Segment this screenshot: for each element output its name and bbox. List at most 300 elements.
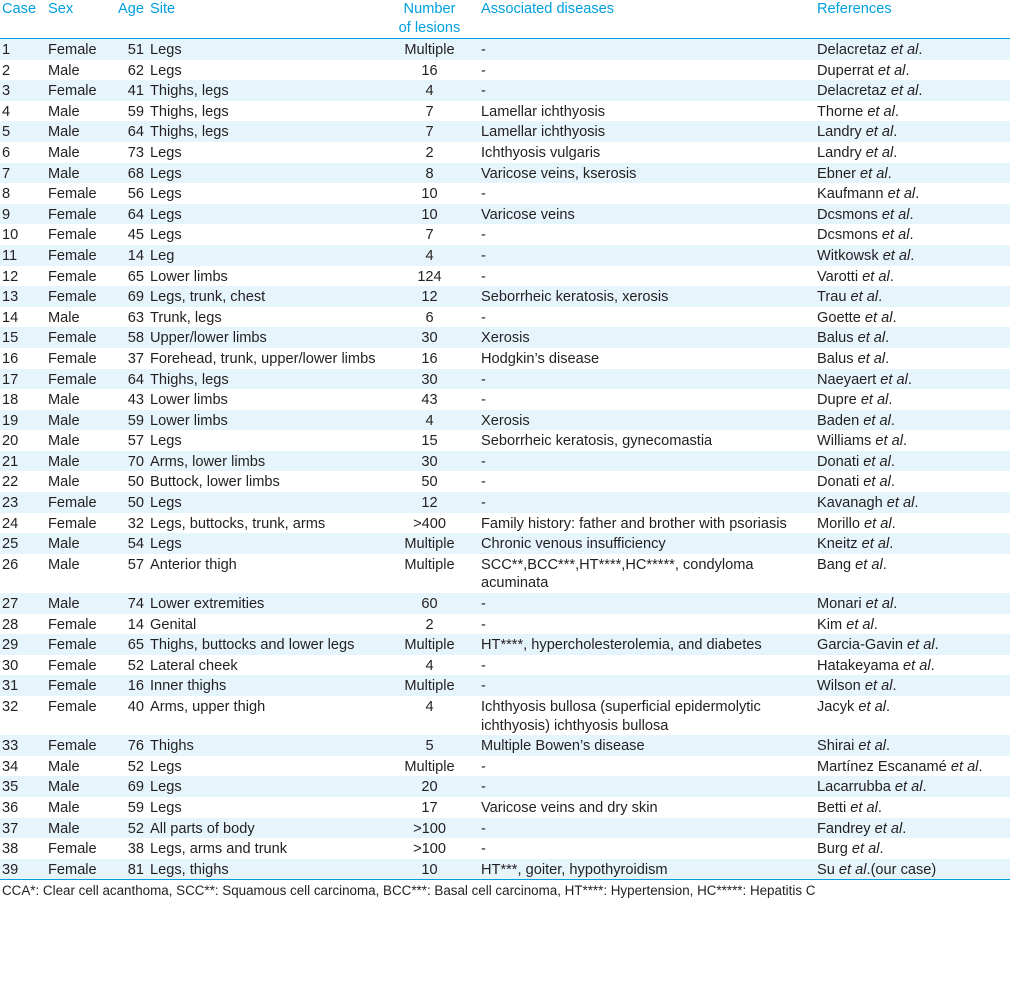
reference-et-al: et al bbox=[865, 124, 894, 141]
reference-suffix: . bbox=[879, 841, 884, 858]
reference-et-al: et al bbox=[851, 841, 880, 858]
cell-lesions: 5 bbox=[378, 735, 479, 756]
cell-lesions: 30 bbox=[378, 327, 479, 348]
cell-diseases: - bbox=[479, 183, 815, 204]
cell-sex: Male bbox=[46, 389, 104, 410]
cell-case: 13 bbox=[0, 286, 46, 307]
cell-lesions: 15 bbox=[378, 430, 479, 451]
cell-age: 59 bbox=[104, 410, 148, 431]
cell-reference bbox=[815, 60, 1010, 81]
reference-suffix: . bbox=[910, 247, 915, 264]
cell-diseases: Varicose veins bbox=[479, 204, 815, 225]
reference-author: Williams bbox=[817, 433, 872, 450]
cell-site: Lower extremities bbox=[148, 593, 378, 614]
cell-lesions: >400 bbox=[378, 513, 479, 534]
cell-lesions: Multiple bbox=[378, 39, 479, 60]
reference-author: Morillo bbox=[817, 515, 860, 532]
cell-site: Legs, buttocks, trunk, arms bbox=[148, 513, 378, 534]
reference-author: Betti bbox=[817, 799, 847, 816]
cell-case: 31 bbox=[0, 675, 46, 696]
cell-site: Thighs, buttocks and lower legs bbox=[148, 634, 378, 655]
reference-suffix: . bbox=[918, 42, 923, 58]
reference-author: Varotti bbox=[817, 268, 859, 285]
cell-sex: Female bbox=[46, 838, 104, 859]
cell-reference bbox=[815, 245, 1010, 266]
cell-site: Genital bbox=[148, 614, 378, 635]
cell-case: 1 bbox=[0, 39, 46, 60]
cell-case: 11 bbox=[0, 245, 46, 266]
reference-suffix: . bbox=[889, 536, 894, 553]
reference-suffix: .(our case) bbox=[866, 861, 937, 878]
reference-et-al: et al bbox=[865, 144, 894, 161]
cell-lesions: 12 bbox=[378, 492, 479, 513]
cell-sex: Female bbox=[46, 696, 104, 735]
cell-site: Thighs, legs bbox=[148, 80, 378, 101]
table-row bbox=[0, 101, 1010, 122]
table-row bbox=[0, 327, 1010, 348]
reference-author: Donati bbox=[817, 474, 860, 491]
reference-et-al: et al bbox=[857, 350, 886, 367]
cell-reference bbox=[815, 410, 1010, 431]
cell-sex: Male bbox=[46, 430, 104, 451]
table-row bbox=[0, 634, 1010, 655]
cell-diseases: Xerosis bbox=[479, 410, 815, 431]
cell-case: 33 bbox=[0, 735, 46, 756]
cell-reference bbox=[815, 634, 1010, 655]
reference-et-al: et al bbox=[903, 657, 931, 674]
table-row bbox=[0, 818, 1010, 839]
reference-author: Monari bbox=[817, 596, 862, 613]
reference-author: Bang bbox=[817, 556, 852, 573]
reference-author: Jacyk bbox=[817, 699, 855, 715]
cell-case: 25 bbox=[0, 533, 46, 554]
reference-et-al: et al bbox=[886, 495, 915, 512]
table-footnote: CCA*: Clear cell acanthoma, SCC**: Squamous cell carcinoma, BCC***: Basal cell carcinoma, HT****: Hypertension, HC*****: Hepatitis C bbox=[2, 883, 816, 899]
table-row bbox=[0, 142, 1010, 163]
reference-author: Witkowsk bbox=[817, 247, 879, 264]
cell-sex: Female bbox=[46, 245, 104, 266]
reference-author: Lacarrubba bbox=[817, 779, 891, 796]
cell-case: 6 bbox=[0, 142, 46, 163]
cell-lesions: 10 bbox=[378, 204, 479, 225]
cell-diseases: - bbox=[479, 369, 815, 390]
cell-reference bbox=[815, 224, 1010, 245]
cell-diseases: Lamellar ichthyosis bbox=[479, 121, 815, 142]
cell-sex: Female bbox=[46, 266, 104, 287]
cell-site: Lower limbs bbox=[148, 266, 378, 287]
cell-diseases: - bbox=[479, 838, 815, 859]
table-row bbox=[0, 492, 1010, 513]
cell-reference bbox=[815, 696, 1010, 735]
cell-reference bbox=[815, 776, 1010, 797]
cell-reference bbox=[815, 369, 1010, 390]
cell-age: 14 bbox=[104, 614, 148, 635]
cell-site: Buttock, lower limbs bbox=[148, 471, 378, 492]
table-row bbox=[0, 756, 1010, 777]
reference-author: Dcsmons bbox=[817, 206, 878, 223]
reference-suffix: . bbox=[902, 820, 907, 837]
cell-lesions: 7 bbox=[378, 121, 479, 142]
reference-suffix: . bbox=[885, 330, 890, 347]
cell-diseases: - bbox=[479, 451, 815, 472]
reference-et-al: et al bbox=[857, 330, 886, 347]
cell-site: Inner thighs bbox=[148, 675, 378, 696]
cell-reference bbox=[815, 513, 1010, 534]
reference-suffix: . bbox=[885, 699, 891, 715]
cell-lesions: 2 bbox=[378, 614, 479, 635]
cell-site: Anterior thigh bbox=[148, 554, 378, 593]
cell-diseases: - bbox=[479, 224, 815, 245]
cell-diseases: - bbox=[479, 492, 815, 513]
cell-diseases: Hodgkin’s disease bbox=[479, 348, 815, 369]
cell-site: Lateral cheek bbox=[148, 655, 378, 676]
cell-age: 68 bbox=[104, 163, 148, 184]
table-row bbox=[0, 204, 1010, 225]
reference-author: Su bbox=[817, 861, 835, 878]
reference-suffix: . bbox=[878, 289, 883, 306]
cell-diseases: - bbox=[479, 818, 815, 839]
reference-suffix: . bbox=[892, 678, 897, 695]
reference-author: Thorne bbox=[817, 103, 864, 120]
cell-lesions: 2 bbox=[378, 142, 479, 163]
cell-lesions: 12 bbox=[378, 286, 479, 307]
table-row bbox=[0, 389, 1010, 410]
reference-et-al: et al bbox=[864, 309, 893, 326]
table-row bbox=[0, 163, 1010, 184]
cell-diseases: Seborrheic keratosis, xerosis bbox=[479, 286, 815, 307]
cell-site: Upper/lower limbs bbox=[148, 327, 378, 348]
cell-age: 52 bbox=[104, 756, 148, 777]
cell-diseases: Seborrheic keratosis, gynecomastia bbox=[479, 430, 815, 451]
reference-author: Kneitz bbox=[817, 536, 858, 553]
cell-lesions: 60 bbox=[378, 593, 479, 614]
cell-age: 50 bbox=[104, 492, 148, 513]
table-row bbox=[0, 224, 1010, 245]
cell-reference bbox=[815, 80, 1010, 101]
reference-author: Donati bbox=[817, 453, 860, 470]
table-row bbox=[0, 60, 1010, 81]
reference-suffix: . bbox=[882, 556, 887, 573]
table-row bbox=[0, 593, 1010, 614]
cell-case: 24 bbox=[0, 513, 46, 534]
cell-sex: Male bbox=[46, 307, 104, 328]
cell-lesions: 30 bbox=[378, 451, 479, 472]
reference-et-al: et al bbox=[863, 412, 891, 429]
cell-diseases: - bbox=[479, 593, 815, 614]
cell-site: Legs bbox=[148, 430, 378, 451]
cell-case: 19 bbox=[0, 410, 46, 431]
cell-site: Leg bbox=[148, 245, 378, 266]
cell-lesions: 4 bbox=[378, 245, 479, 266]
table-row bbox=[0, 286, 1010, 307]
reference-suffix: . bbox=[909, 206, 914, 223]
cell-age: 70 bbox=[104, 451, 148, 472]
reference-et-al: et al bbox=[862, 268, 890, 285]
cell-lesions: 7 bbox=[378, 224, 479, 245]
cell-diseases: - bbox=[479, 307, 815, 328]
cell-diseases: Multiple Bowen’s disease bbox=[479, 735, 815, 756]
table-row bbox=[0, 451, 1010, 472]
cell-age: 69 bbox=[104, 776, 148, 797]
header-references: References bbox=[815, 0, 1010, 39]
cell-age: 62 bbox=[104, 60, 148, 81]
cell-case: 38 bbox=[0, 838, 46, 859]
cell-age: 69 bbox=[104, 286, 148, 307]
cell-reference bbox=[815, 307, 1010, 328]
reference-author: Duperrat bbox=[817, 62, 874, 79]
cell-case: 10 bbox=[0, 224, 46, 245]
header-lesions-line1: Number bbox=[403, 1, 456, 17]
reference-et-al: et al bbox=[882, 247, 911, 264]
reference-suffix: . bbox=[891, 515, 896, 532]
cell-site: Arms, lower limbs bbox=[148, 451, 378, 472]
reference-author: Garcia-Gavin bbox=[817, 637, 903, 654]
cell-site: Legs, arms and trunk bbox=[148, 838, 378, 859]
cell-sex: Male bbox=[46, 797, 104, 818]
reference-author: Fandrey bbox=[817, 820, 871, 837]
cell-age: 64 bbox=[104, 204, 148, 225]
reference-suffix: . bbox=[915, 186, 920, 203]
reference-author: Landry bbox=[817, 144, 862, 161]
cell-reference bbox=[815, 756, 1010, 777]
cell-sex: Female bbox=[46, 348, 104, 369]
cell-age: 51 bbox=[104, 39, 148, 60]
cell-sex: Female bbox=[46, 369, 104, 390]
cell-age: 32 bbox=[104, 513, 148, 534]
table-header bbox=[0, 0, 1010, 39]
cell-lesions: 7 bbox=[378, 101, 479, 122]
reference-suffix: . bbox=[893, 124, 898, 141]
cell-age: 14 bbox=[104, 245, 148, 266]
cell-sex: Female bbox=[46, 513, 104, 534]
table-row bbox=[0, 776, 1010, 797]
cell-sex: Male bbox=[46, 471, 104, 492]
reference-author: Trau bbox=[817, 289, 847, 306]
cell-diseases: - bbox=[479, 756, 815, 777]
cell-site: Legs, thighs bbox=[148, 859, 378, 880]
cell-diseases: - bbox=[479, 675, 815, 696]
cell-age: 54 bbox=[104, 533, 148, 554]
cell-lesions: 6 bbox=[378, 307, 479, 328]
reference-et-al: et al bbox=[846, 616, 874, 633]
cell-lesions: 4 bbox=[378, 80, 479, 101]
cell-age: 37 bbox=[104, 348, 148, 369]
cell-age: 81 bbox=[104, 859, 148, 880]
cell-sex: Female bbox=[46, 735, 104, 756]
reference-et-al: et al bbox=[875, 433, 903, 450]
cell-diseases: Varicose veins, kserosis bbox=[479, 163, 815, 184]
reference-et-al: et al bbox=[863, 453, 891, 470]
reference-suffix: . bbox=[922, 779, 927, 796]
cell-diseases: - bbox=[479, 614, 815, 635]
reference-suffix: . bbox=[890, 474, 895, 491]
table-row bbox=[0, 675, 1010, 696]
header-diseases: Associated diseases bbox=[479, 0, 815, 39]
cell-sex: Male bbox=[46, 163, 104, 184]
reference-et-al: et al bbox=[861, 536, 890, 553]
cell-lesions: 4 bbox=[378, 655, 479, 676]
reference-suffix: . bbox=[909, 227, 914, 244]
cell-site: Thighs, legs bbox=[148, 101, 378, 122]
reference-author: Kaufmann bbox=[817, 186, 884, 203]
table-row bbox=[0, 348, 1010, 369]
cell-sex: Male bbox=[46, 101, 104, 122]
cell-lesions: Multiple bbox=[378, 634, 479, 655]
cell-reference bbox=[815, 266, 1010, 287]
header-site: Site bbox=[148, 0, 378, 39]
cell-sex: Male bbox=[46, 121, 104, 142]
cell-lesions: Multiple bbox=[378, 533, 479, 554]
cell-age: 76 bbox=[104, 735, 148, 756]
table-row bbox=[0, 369, 1010, 390]
cell-site: Legs bbox=[148, 756, 378, 777]
reference-et-al: et al bbox=[877, 62, 906, 79]
table-row bbox=[0, 859, 1010, 880]
cell-age: 40 bbox=[104, 696, 148, 735]
reference-et-al: et al bbox=[950, 758, 979, 775]
cell-reference bbox=[815, 327, 1010, 348]
cell-lesions: 10 bbox=[378, 859, 479, 880]
cell-lesions: Multiple bbox=[378, 756, 479, 777]
cell-case: 23 bbox=[0, 492, 46, 513]
cell-site: Lower limbs bbox=[148, 389, 378, 410]
cell-diseases: Varicose veins and dry skin bbox=[479, 797, 815, 818]
cell-age: 64 bbox=[104, 369, 148, 390]
cell-case: 3 bbox=[0, 80, 46, 101]
cell-reference bbox=[815, 614, 1010, 635]
cell-diseases: Lamellar ichthyosis bbox=[479, 101, 815, 122]
reference-suffix: . bbox=[887, 165, 892, 182]
cell-site: Legs bbox=[148, 224, 378, 245]
cell-reference bbox=[815, 451, 1010, 472]
reference-et-al: et al bbox=[838, 861, 867, 878]
cell-reference bbox=[815, 348, 1010, 369]
cell-case: 36 bbox=[0, 797, 46, 818]
cell-diseases: - bbox=[479, 245, 815, 266]
cell-sex: Male bbox=[46, 593, 104, 614]
cell-age: 45 bbox=[104, 224, 148, 245]
cell-reference bbox=[815, 735, 1010, 756]
reference-suffix: . bbox=[873, 616, 878, 633]
cell-sex: Male bbox=[46, 533, 104, 554]
table-row bbox=[0, 655, 1010, 676]
reference-suffix: . bbox=[890, 453, 895, 470]
cell-site: Legs bbox=[148, 183, 378, 204]
reference-et-al: et al bbox=[863, 474, 891, 491]
cell-reference bbox=[815, 593, 1010, 614]
cell-reference bbox=[815, 533, 1010, 554]
reference-et-al: et al bbox=[865, 596, 894, 613]
cell-site: Legs bbox=[148, 204, 378, 225]
reference-author: Dcsmons bbox=[817, 227, 878, 244]
cell-age: 64 bbox=[104, 121, 148, 142]
cell-case: 18 bbox=[0, 389, 46, 410]
reference-suffix: . bbox=[978, 758, 983, 775]
table-row bbox=[0, 245, 1010, 266]
reference-author: Dupre bbox=[817, 392, 857, 409]
cell-sex: Female bbox=[46, 39, 104, 60]
cell-site: Legs bbox=[148, 776, 378, 797]
cell-case: 37 bbox=[0, 818, 46, 839]
header-sex: Sex bbox=[46, 0, 104, 39]
table-row bbox=[0, 183, 1010, 204]
cell-case: 20 bbox=[0, 430, 46, 451]
reference-suffix: . bbox=[892, 309, 897, 326]
cell-lesions: Multiple bbox=[378, 675, 479, 696]
cell-case: 21 bbox=[0, 451, 46, 472]
header-case: Case bbox=[0, 0, 46, 39]
cell-lesions: 4 bbox=[378, 696, 479, 735]
table-row bbox=[0, 39, 1010, 60]
cell-reference bbox=[815, 471, 1010, 492]
reference-et-al: et al bbox=[864, 515, 892, 532]
cell-reference bbox=[815, 838, 1010, 859]
table-row bbox=[0, 554, 1010, 593]
cell-sex: Female bbox=[46, 224, 104, 245]
reference-author: Goette bbox=[817, 309, 861, 326]
cell-diseases: - bbox=[479, 60, 815, 81]
cell-sex: Male bbox=[46, 554, 104, 593]
cell-sex: Male bbox=[46, 776, 104, 797]
table-row bbox=[0, 533, 1010, 554]
table-row bbox=[0, 80, 1010, 101]
cell-case: 35 bbox=[0, 776, 46, 797]
cell-lesions: 8 bbox=[378, 163, 479, 184]
cell-lesions: 16 bbox=[378, 348, 479, 369]
cell-site: Lower limbs bbox=[148, 410, 378, 431]
cell-sex: Female bbox=[46, 675, 104, 696]
cell-case: 12 bbox=[0, 266, 46, 287]
cell-reference bbox=[815, 818, 1010, 839]
cell-age: 65 bbox=[104, 266, 148, 287]
cell-sex: Female bbox=[46, 204, 104, 225]
cell-reference bbox=[815, 492, 1010, 513]
reference-et-al: et al bbox=[890, 83, 919, 100]
cell-case: 15 bbox=[0, 327, 46, 348]
reference-et-al: et al bbox=[860, 165, 888, 182]
reference-suffix: . bbox=[877, 799, 882, 816]
cell-case: 30 bbox=[0, 655, 46, 676]
table-body bbox=[0, 39, 1010, 880]
cell-age: 73 bbox=[104, 142, 148, 163]
cell-lesions: >100 bbox=[378, 838, 479, 859]
cell-site: Legs bbox=[148, 533, 378, 554]
cell-case: 28 bbox=[0, 614, 46, 635]
reference-author: Burg bbox=[817, 841, 848, 858]
cell-sex: Male bbox=[46, 756, 104, 777]
cell-case: 7 bbox=[0, 163, 46, 184]
cell-diseases: Chronic venous insufficiency bbox=[479, 533, 815, 554]
cell-lesions: 17 bbox=[378, 797, 479, 818]
cell-lesions: 16 bbox=[378, 60, 479, 81]
reference-author: Wilson bbox=[817, 678, 861, 695]
cell-age: 57 bbox=[104, 554, 148, 593]
cell-age: 59 bbox=[104, 101, 148, 122]
reference-et-al: et al bbox=[850, 799, 878, 816]
reference-suffix: . bbox=[890, 412, 895, 429]
reference-author: Kim bbox=[817, 616, 843, 633]
cell-case: 39 bbox=[0, 859, 46, 880]
cell-age: 38 bbox=[104, 838, 148, 859]
reference-suffix: . bbox=[902, 433, 908, 450]
cell-diseases: Ichthyosis bullosa (superficial epidermolytic ichthyosis) ichthyosis bullosa bbox=[479, 696, 815, 735]
table-row bbox=[0, 121, 1010, 142]
cell-sex: Female bbox=[46, 859, 104, 880]
cell-sex: Female bbox=[46, 655, 104, 676]
cell-diseases: - bbox=[479, 80, 815, 101]
reference-suffix: . bbox=[893, 144, 898, 161]
reference-suffix: . bbox=[893, 596, 898, 613]
